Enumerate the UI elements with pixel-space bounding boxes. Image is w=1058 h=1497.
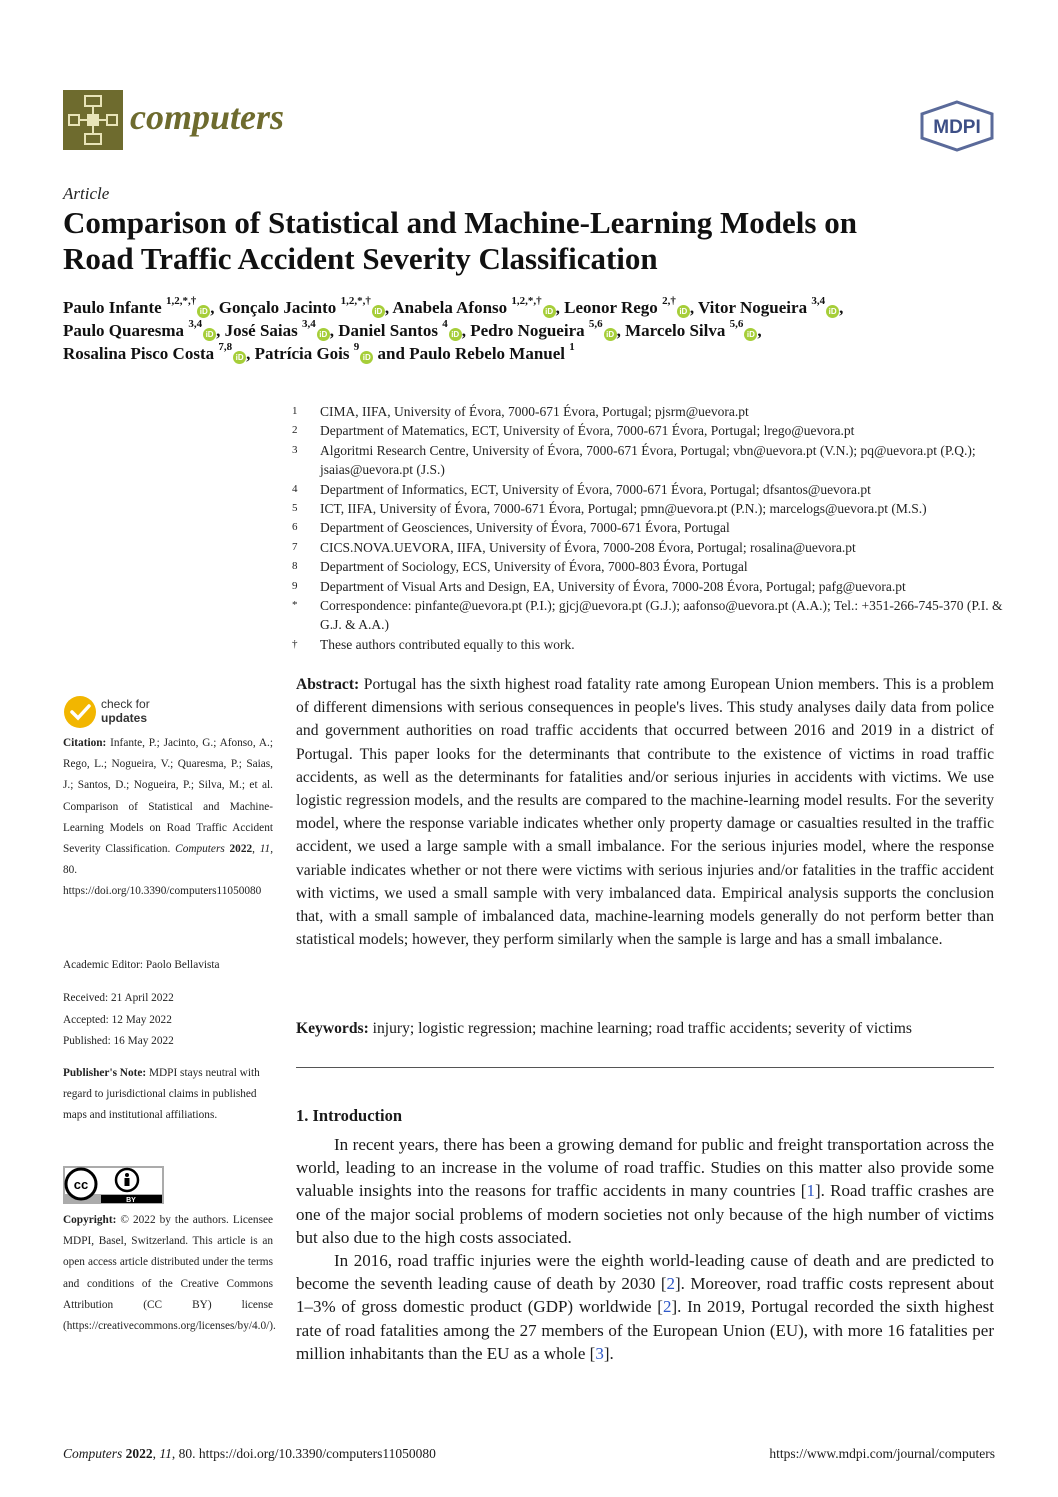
keywords-text: injury; logistic regression; machine learning; road traffic accidents; severity of victims bbox=[372, 1020, 912, 1037]
author-name: Anabela Afonso bbox=[392, 298, 508, 317]
cc-label: BY bbox=[126, 1197, 136, 1204]
affiliation-marker: 2 bbox=[292, 424, 298, 437]
abstract bbox=[296, 673, 994, 951]
abstract-text: Portugal has the sixth highest road fatality rate among European Union members. This is a problem of different dimensions with serious consequences in people's lives. This study analyses daily data from police and government authorities on road traffic accidents that occurred between 2016 and 2019 in a district of Portugal. This paper looks for the determinants that contribute to the existence of victims in road traffic accidents, as well as the determinants for fatalities and/or serious injuries in accidents with victims. We use logistic regression models, and the results are compared to the machine-learning model results. For the severity model, where the response variable indicates whether only property damage or casualties resulted in the traffic accident, we used a large sample with a small imbalance. For the serious injuries model, where the response variable indicates whether or not there were victims with serious injuries and/or fatalities in the traffic accident with victims, we used a small sample with very imbalanced data. Empirical analysis supports the conclusion that, with a small sample of imbalanced data, machine-learning models generally do not perform better than statistical models; however, they perform similarly when the sample is large and has a small imbalance. bbox=[296, 676, 994, 949]
check-updates-line2: updates bbox=[101, 711, 148, 725]
author-list bbox=[63, 296, 1003, 365]
footer-citation: Computers 2022, 11, 80. https://doi.org/10.3390/computers11050080 bbox=[63, 1446, 436, 1461]
citation-link[interactable]: 3 bbox=[595, 1343, 604, 1363]
check-updates-line1: check for bbox=[101, 697, 150, 711]
keywords-label: Keywords: bbox=[296, 1020, 369, 1037]
affiliation-item bbox=[290, 518, 1010, 537]
affiliation-item bbox=[290, 402, 1010, 421]
footer-volume: 11 bbox=[159, 1446, 172, 1461]
author-separator: , bbox=[461, 321, 471, 340]
affiliation-text: These authors contributed equally to this work. bbox=[320, 636, 575, 652]
author-affiliation-marker: 1 bbox=[569, 341, 575, 354]
author-affiliation-marker: 4 bbox=[442, 318, 448, 331]
affiliation-text: ICT, IIFA, University of Évora, 7000-671 Évora, Portugal; pmn@uevora.pt (P.N.); marcelogs@uevora.pt (M.S.) bbox=[320, 501, 927, 517]
publisher-note-text: MDPI stays neutral with regard to jurisdictional claims in published maps and institutional affiliations. bbox=[63, 1067, 260, 1122]
author-affiliation-marker: 9 bbox=[353, 341, 360, 354]
author-name: Paulo Rebelo Manuel bbox=[409, 344, 566, 363]
affiliation-item bbox=[290, 441, 1010, 480]
paragraph: In 2016, road traffic injuries were the eighth world-leading cause of death and are predicted to become the seventh leading cause of death by 2030 [2]. Moreover, road traffic costs represent about 1–3% of gross domestic product (GDP) worldwide [2]. In 2019, Portugal recorded the sixth highest rate of road fatalities among the 27 members of the European Union (EU), with more 16 fatalities per million inhabitants than the EU as a whole [3]. bbox=[296, 1251, 995, 1363]
author-name: Paulo Infante bbox=[63, 298, 162, 317]
title-line-2: Road Traffic Accident Severity Classification bbox=[63, 241, 658, 276]
author-separator: and bbox=[373, 344, 410, 363]
author-line bbox=[63, 296, 1003, 319]
author-separator: , bbox=[216, 321, 225, 340]
affiliation-marker: 7 bbox=[292, 540, 298, 553]
citation-link[interactable]: 1 bbox=[806, 1181, 815, 1201]
orcid-icon[interactable]: iD bbox=[744, 328, 757, 341]
citation-text: Infante, P.; Jacinto, G.; Afonso, A.; Rego, L.; Nogueira, V.; Quaresma, P.; Saias, J.; Santos, D.; Nogueira, P.; Silva, M.; et al. Comparison of Statistical and Machine-Learning Models on Road Traffic Accident Severity Classification. bbox=[63, 737, 273, 856]
section-divider bbox=[296, 1067, 994, 1068]
author-name: Leonor Rego bbox=[564, 298, 658, 317]
author-affiliation-marker: 3,4 bbox=[302, 318, 316, 331]
journal-logo-icon bbox=[63, 90, 123, 150]
author-separator: , bbox=[246, 344, 255, 363]
affiliation-marker: 3 bbox=[292, 443, 298, 456]
affiliation-marker: 4 bbox=[292, 482, 298, 495]
paragraph: In recent years, there has been a growing demand for public and freight transportation across the world, leading to an increase in the volume of road traffic. Studies on this matter also provide some valuable insights into the reasons for traffic accidents in many countries [1]. Road traffic crashes are one of the major social problems of modern societies not only because of the high number of victims but also due to the high costs associated. bbox=[296, 1135, 994, 1247]
article-title bbox=[63, 205, 1003, 277]
affiliation-text: Department of Visual Arts and Design, EA, University of Évora, 7000-208 Évora, Portugal; pafg@uevora.pt bbox=[320, 578, 906, 594]
keywords bbox=[296, 1017, 994, 1040]
citation-label: Citation: bbox=[63, 737, 107, 749]
title-line-1: Comparison of Statistical and Machine-Learning Models on bbox=[63, 205, 857, 240]
author-name: Paulo Quaresma bbox=[63, 321, 185, 340]
copyright-block bbox=[63, 1210, 276, 1337]
author-affiliation-marker: 5,6 bbox=[729, 318, 744, 331]
abstract-label: Abstract: bbox=[296, 676, 360, 693]
affiliation-text: Department of Sociology, ECS, University of Évora, 7000-803 Évora, Portugal bbox=[320, 559, 748, 575]
accepted-date: Accepted: 12 May 2022 bbox=[63, 1014, 172, 1026]
affiliation-marker: * bbox=[292, 599, 298, 612]
affiliation-marker: 6 bbox=[292, 521, 298, 534]
copyright-label: Copyright: bbox=[63, 1214, 117, 1226]
cc-by-license-icon[interactable] bbox=[63, 1166, 164, 1204]
mdpi-logo-text: MDPI bbox=[933, 117, 981, 138]
author-line bbox=[63, 319, 1003, 342]
orcid-icon[interactable]: iD bbox=[203, 328, 216, 341]
publisher-note-label: Publisher's Note: bbox=[63, 1067, 147, 1079]
affiliation-item bbox=[290, 538, 1010, 557]
footer-journal: Computers bbox=[63, 1446, 123, 1461]
affiliation-marker: 8 bbox=[292, 560, 298, 573]
orcid-icon[interactable]: iD bbox=[604, 328, 617, 341]
orcid-icon[interactable]: iD bbox=[826, 305, 839, 318]
affiliation-text: Algoritmi Research Centre, University of Évora, 7000-671 Évora, Portugal; vbn@uevora.pt (V.N.); pq@uevora.pt (P.Q.); jsaias@uevora.pt (J.S.) bbox=[320, 442, 976, 478]
author-affiliation-marker: 3,4 bbox=[811, 295, 826, 308]
author-affiliation-marker: 1,2,*,† bbox=[340, 295, 371, 308]
author-line bbox=[63, 342, 1003, 365]
author-name: Rosalina Pisco Costa bbox=[63, 344, 215, 363]
affiliation-marker: 9 bbox=[292, 579, 298, 592]
affiliation-item bbox=[290, 577, 1010, 596]
affiliation-text: Correspondence: pinfante@uevora.pt (P.I.); gjcj@uevora.pt (G.J.); aafonso@uevora.pt (A.A.); Tel.: +351-266-745-370 (P.I. & G.J. & A.A.) bbox=[320, 598, 1003, 633]
author-separator: , bbox=[757, 321, 762, 340]
author-name: Vitor Nogueira bbox=[698, 298, 808, 317]
affiliation-text: Department of Matematics, ECT, University of Évora, 7000-671 Évora, Portugal; lrego@uevora.pt bbox=[320, 423, 855, 439]
affiliation-item bbox=[290, 635, 1010, 654]
orcid-icon[interactable]: iD bbox=[197, 305, 210, 318]
author-name: Marcelo Silva bbox=[625, 321, 726, 340]
affiliations bbox=[290, 402, 1010, 654]
affiliation-item bbox=[290, 596, 1010, 635]
author-name: Daniel Santos bbox=[338, 321, 438, 340]
author-separator: , bbox=[329, 321, 339, 340]
citation-doi[interactable]: , 80. https://doi.org/10.3390/computers11050080 bbox=[63, 843, 274, 898]
citation-link[interactable]: 2 bbox=[666, 1274, 675, 1294]
author-affiliation-marker: 7,8 bbox=[218, 341, 233, 354]
author-separator: , bbox=[616, 321, 626, 340]
author-name: José Saias bbox=[224, 321, 298, 340]
author-separator: , bbox=[839, 298, 844, 317]
citation-journal: Computers bbox=[175, 843, 225, 856]
author-affiliation-marker: 2,† bbox=[662, 295, 676, 308]
footer-doi[interactable]: , 80. https://doi.org/10.3390/computers11050080 bbox=[171, 1446, 436, 1461]
author-name: Patrícia Gois bbox=[254, 344, 350, 363]
check-for-updates-badge[interactable] bbox=[63, 694, 203, 730]
affiliation-text: Department of Informatics, ECT, University of Évora, 7000-671 Évora, Portugal; dfsantos@uevora.pt bbox=[320, 481, 871, 497]
affiliation-item bbox=[290, 499, 1010, 518]
orcid-icon[interactable]: iD bbox=[317, 328, 330, 341]
author-separator: , bbox=[555, 298, 565, 317]
orcid-icon[interactable]: iD bbox=[233, 351, 246, 364]
author-affiliation-marker: 5,6 bbox=[588, 318, 603, 331]
author-separator: , bbox=[384, 298, 393, 317]
affiliation-marker: † bbox=[292, 637, 298, 650]
article-type: Article bbox=[63, 184, 110, 203]
section-heading-introduction: 1. Introduction bbox=[296, 1106, 403, 1125]
author-affiliation-marker: 1,2,*,† bbox=[511, 295, 542, 308]
received-date: Received: 21 April 2022 bbox=[63, 992, 174, 1004]
citation-block: Citation: Infante, P.; Jacinto, G.; Afonso, A.; Rego, L.; Nogueira, V.; Quaresma, P.; Saias, J.; Santos, D.; Nogueira, P.; Silva, M.; et al. Comparison of Statistical and Machine-Learning Models on Road Traffic Accident Severity Classification. Computers 2022, 11, 80. https://doi.org/10.3390/computers11050080 bbox=[63, 737, 274, 898]
author-affiliation-marker: 3,4 bbox=[188, 318, 203, 331]
copyright-text: © 2022 by the authors. Licensee MDPI, Basel, Switzerland. This article is an open access article distributed under the terms and conditions of the Creative Commons Attribution (CC BY) license (https://creativecommons.org/licenses/by/4.0/). bbox=[63, 1214, 276, 1333]
affiliation-item bbox=[290, 480, 1010, 499]
affiliation-text: Department of Geosciences, University of Évora, 7000-671 Évora, Portugal bbox=[320, 520, 730, 536]
author-separator: , bbox=[210, 298, 219, 317]
orcid-icon[interactable]: iD bbox=[677, 305, 690, 318]
footer-journal-url[interactable]: https://www.mdpi.com/journal/computers bbox=[769, 1446, 995, 1461]
orcid-icon[interactable]: iD bbox=[360, 351, 373, 364]
orcid-icon[interactable]: iD bbox=[543, 305, 556, 318]
author-affiliation-marker: 1,2,*,† bbox=[165, 295, 197, 308]
affiliation-item bbox=[290, 421, 1010, 440]
affiliation-text: CIMA, IIFA, University of Évora, 7000-671 Évora, Portugal; pjsrm@uevora.pt bbox=[320, 404, 749, 419]
citation-link[interactable]: 2 bbox=[662, 1297, 672, 1317]
footer-year: 2022 bbox=[125, 1446, 153, 1461]
citation-volume: 11 bbox=[259, 843, 271, 856]
affiliation-marker: 5 bbox=[292, 502, 298, 515]
introduction-body bbox=[296, 1133, 994, 1365]
orcid-icon[interactable]: iD bbox=[372, 305, 385, 318]
citation-year: 2022 bbox=[229, 843, 253, 856]
orcid-icon[interactable]: iD bbox=[449, 328, 462, 341]
published-date: Published: 16 May 2022 bbox=[63, 1035, 174, 1047]
affiliation-item bbox=[290, 557, 1010, 576]
mdpi-logo-icon bbox=[918, 100, 996, 152]
journal-name: computers bbox=[130, 97, 285, 137]
author-name: Gonçalo Jacinto bbox=[218, 298, 337, 317]
author-separator: , bbox=[689, 298, 699, 317]
affiliation-marker: 1 bbox=[292, 405, 298, 417]
academic-editor: Academic Editor: Paolo Bellavista bbox=[63, 959, 220, 971]
publisher-note bbox=[63, 1063, 273, 1127]
affiliation-text: CICS.NOVA.UEVORA, IIFA, University of Évora, 7000-208 Évora, Portugal; rosalina@uevora.pt bbox=[320, 539, 856, 555]
author-name: Pedro Nogueira bbox=[470, 321, 585, 340]
svg-text:cc: cc bbox=[73, 1177, 89, 1192]
